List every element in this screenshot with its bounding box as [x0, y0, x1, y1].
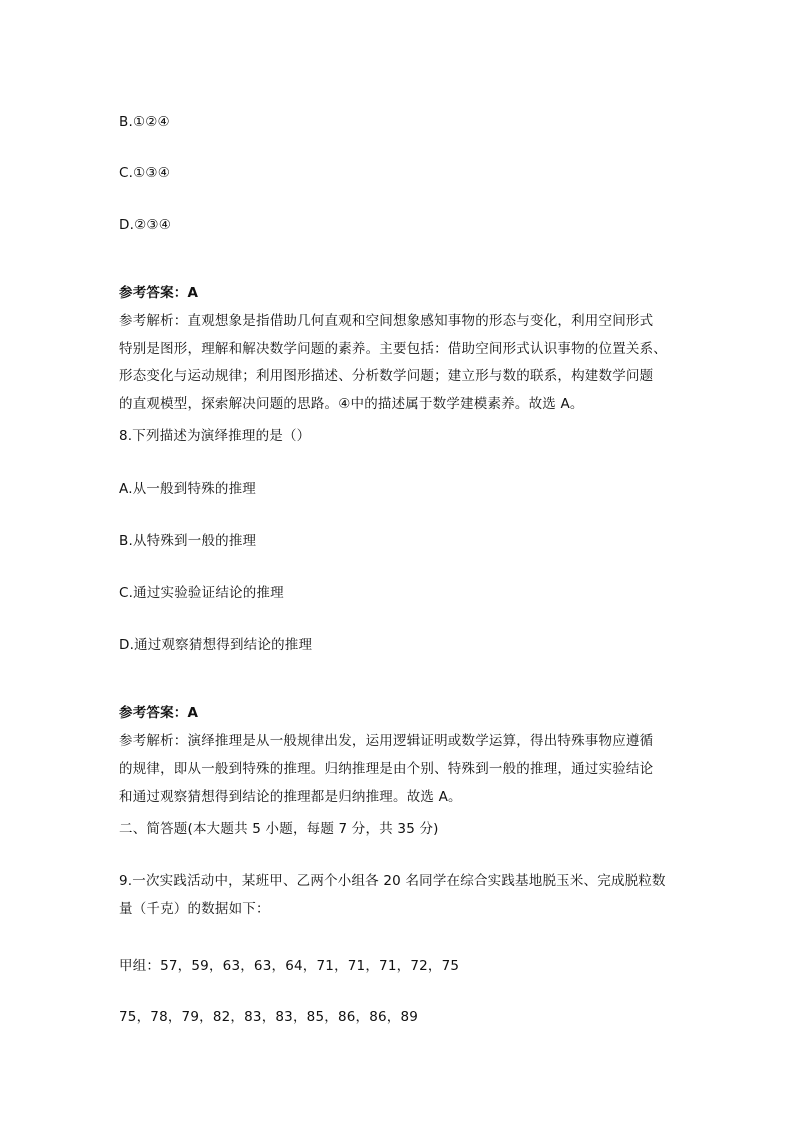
- q7-answer: 参考答案：A: [119, 285, 199, 301]
- section-heading: 二、简答题(本大题共 5 小题，每题 7 分，共 35 分): [119, 821, 439, 837]
- q8-option-c: C.通过实验验证结论的推理: [119, 585, 284, 601]
- q8-option-b: B.从特殊到一般的推理: [119, 533, 257, 549]
- q8-question: 8.下列描述为演绎推理的是（）: [119, 428, 311, 444]
- q7-analysis-line: 参考解析：直观想象是指借助几何直观和空间想象感知事物的形态与变化，利用空间形式: [119, 313, 654, 329]
- q7-option-c: C.①③④: [119, 165, 171, 181]
- q9-group-a-data: 甲组：57，59，63，63，64，71，71，71，72，75: [119, 958, 460, 974]
- q8-option-a: A.从一般到特殊的推理: [119, 481, 256, 497]
- q8-analysis-line: 和通过观察猜想得到结论的推理都是归纳推理。故选 A。: [119, 789, 462, 805]
- q7-option-d: D.②③④: [119, 217, 171, 233]
- q7-analysis-line: 特别是图形，理解和解决数学问题的素养。主要包括：借助空间形式认识事物的位置关系、: [119, 341, 667, 357]
- q7-analysis-line: 形态变化与运动规律；利用图形描述、分析数学问题；建立形与数的联系，构建数学问题: [119, 368, 654, 384]
- q8-option-d: D.通过观察猜想得到结论的推理: [119, 637, 313, 653]
- q9-question-line: 9.一次实践活动中，某班甲、乙两个小组各 20 名同学在综合实践基地脱玉米、完成脱粒数: [119, 873, 666, 889]
- q8-analysis-line: 参考解析：演绎推理是从一般规律出发，运用逻辑证明或数学运算，得出特殊事物应遵循: [119, 733, 654, 749]
- q8-answer: 参考答案：A: [119, 705, 199, 721]
- q9-question-line: 量（千克）的数据如下：: [119, 901, 270, 917]
- q7-option-b: B.①②④: [119, 114, 170, 130]
- q9-group-a-data: 75，78，79，82，83，83，85，86，86，89: [119, 1009, 419, 1025]
- q7-analysis-line: 的直观模型，探索解决问题的思路。④中的描述属于数学建模素养。故选 A。: [119, 396, 584, 412]
- q8-analysis-line: 的规律，即从一般到特殊的推理。归纳推理是由个别、特殊到一般的推理，通过实验结论: [119, 761, 654, 777]
